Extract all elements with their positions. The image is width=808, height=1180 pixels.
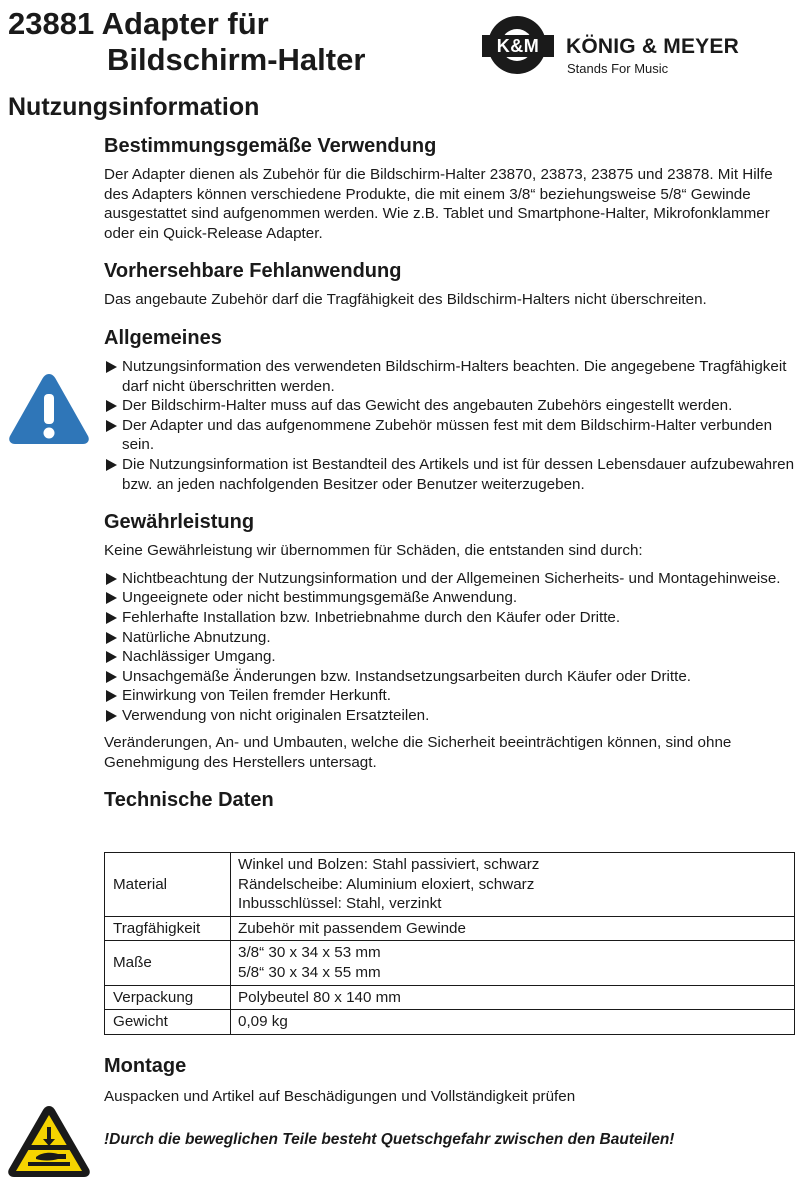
title-line-2: Bildschirm-Halter — [107, 42, 366, 77]
brand-tagline: Stands For Music — [567, 61, 669, 76]
technical-data-table — [104, 852, 795, 1035]
table-value-line: 0,09 kg — [238, 1013, 288, 1031]
table-value-line: Polybeutel 80 x 140 mm — [238, 988, 401, 1006]
section-heading-bestimmung: Bestimmungsgemäße Verwendung — [104, 135, 437, 157]
table-label-cell: Tragfähigkeit — [105, 916, 231, 941]
table-value-line: 5/8“ 30 x 34 x 55 mm — [238, 963, 381, 981]
list-item: Natürliche Abnutzung. — [104, 628, 800, 648]
section-heading-gewaehrleistung: Gewährleistung — [104, 511, 255, 534]
table-label-cell: Verpackung — [105, 985, 231, 1010]
table-value-line: 3/8“ 30 x 34 x 53 mm — [238, 944, 381, 962]
gewaehrleistung-list — [104, 569, 800, 726]
list-item: Die Nutzungsinformation ist Bestandteil des Artikels und ist für dessen Lebensdauer aufzubewahren bzw. an jeden nachfolgenden Besitzer oder Benutzer weiterzugeben. — [104, 455, 800, 494]
brand-name: KÖNIG & MEYER — [566, 35, 739, 58]
table-value-cell — [231, 1010, 795, 1035]
page-subtitle: Nutzungsinformation — [8, 93, 260, 121]
table-value-line: Inbusschlüssel: Stahl, verzinkt — [238, 895, 442, 913]
crush-warning-text: !Durch die beweglichen Teile besteht Quetschgefahr zwischen den Bauteilen! — [104, 1131, 675, 1148]
list-item: Nutzungsinformation des verwendeten Bildschirm-Halters beachten. Die angegebene Tragfähigkeit darf nicht überschritten werden. — [104, 357, 800, 396]
list-item: Nichtbeachtung der Nutzungsinformation und der Allgemeinen Sicherheits- und Montagehinweise. — [104, 569, 800, 589]
main-content — [104, 133, 800, 823]
crush-hazard-icon — [6, 1103, 92, 1179]
section-heading-allgemeines: Allgemeines — [104, 326, 222, 349]
table-value-line: Rändelscheibe: Aluminium eloxiert, schwarz — [238, 875, 535, 893]
section-heading-montage: Montage — [104, 1055, 187, 1077]
list-item: Ungeeignete oder nicht bestimmungsgemäße Anwendung. — [104, 588, 800, 608]
list-item: Verwendung von nicht originalen Ersatzteilen. — [104, 706, 800, 726]
table-value-cell — [231, 985, 795, 1010]
allgemeines-list — [104, 357, 800, 494]
section-text-gewaehrleistung-intro: Keine Gewährleistung wir übernommen für Schäden, die entstanden sind durch: — [104, 542, 643, 560]
section-text-montage: Auspacken und Artikel auf Beschädigungen und Vollständigkeit prüfen — [104, 1088, 576, 1105]
table-row — [105, 853, 795, 917]
table-label-cell: Material — [105, 853, 231, 917]
section-text-gewaehrleistung-outro: Veränderungen, An- und Umbauten, welche die Sicherheit beeinträchtigen können, sind ohne Genehmigung des Herstellers untersagt. — [104, 734, 732, 772]
table-row — [105, 916, 795, 941]
title-line-1: 23881 Adapter für — [8, 6, 269, 41]
list-item: Nachlässiger Umgang. — [104, 647, 800, 667]
logo-mark: K&M — [482, 35, 554, 57]
list-item: Der Adapter und das aufgenommene Zubehör müssen fest mit dem Bildschirm-Halter verbunden sein. — [104, 416, 800, 455]
section-text-bestimmung: Der Adapter dienen als Zubehör für die Bildschirm-Halter 23870, 23873, 23875 und 23878. Mit Hilfe des Adapters können verschiedene Produkte, die mit einem 3/8“ beziehungsweise 5/8“ Gewinde ausgestattet sind aufgenommen werden. Wie z.B. Tablet und Smartphone-Halter, Mikrofonklammer oder ein Quick-Release Adapter. — [104, 166, 773, 242]
table-value-cell — [231, 916, 795, 941]
montage-section — [104, 1053, 800, 1107]
table-row — [105, 985, 795, 1010]
table-value-cell — [231, 941, 795, 985]
table-label-cell: Maße — [105, 941, 231, 985]
warning-triangle-icon — [6, 370, 92, 448]
table-row — [105, 1010, 795, 1035]
section-text-fehlanwendung: Das angebaute Zubehör darf die Tragfähigkeit des Bildschirm-Halters nicht überschreiten. — [104, 291, 707, 309]
list-item: Fehlerhafte Installation bzw. Inbetriebnahme durch den Käufer oder Dritte. — [104, 608, 800, 628]
table-value-line: Zubehör mit passendem Gewinde — [238, 919, 466, 937]
list-item: Der Bildschirm-Halter muss auf das Gewicht des angebauten Zubehörs eingestellt werden. — [104, 396, 800, 416]
table-label-cell: Gewicht — [105, 1010, 231, 1035]
table-row — [105, 941, 795, 985]
table-value-cell — [231, 853, 795, 917]
document-title — [8, 6, 365, 78]
table-value-line: Winkel und Bolzen: Stahl passiviert, schwarz — [238, 856, 540, 873]
section-heading-technik: Technische Daten — [104, 788, 274, 811]
list-item: Einwirkung von Teilen fremder Herkunft. — [104, 686, 800, 706]
list-item: Unsachgemäße Änderungen bzw. Instandsetzungsarbeiten durch Käufer oder Dritte. — [104, 667, 800, 687]
section-heading-fehlanwendung: Vorhersehbare Fehlanwendung — [104, 260, 402, 283]
brand-logo — [482, 16, 802, 78]
